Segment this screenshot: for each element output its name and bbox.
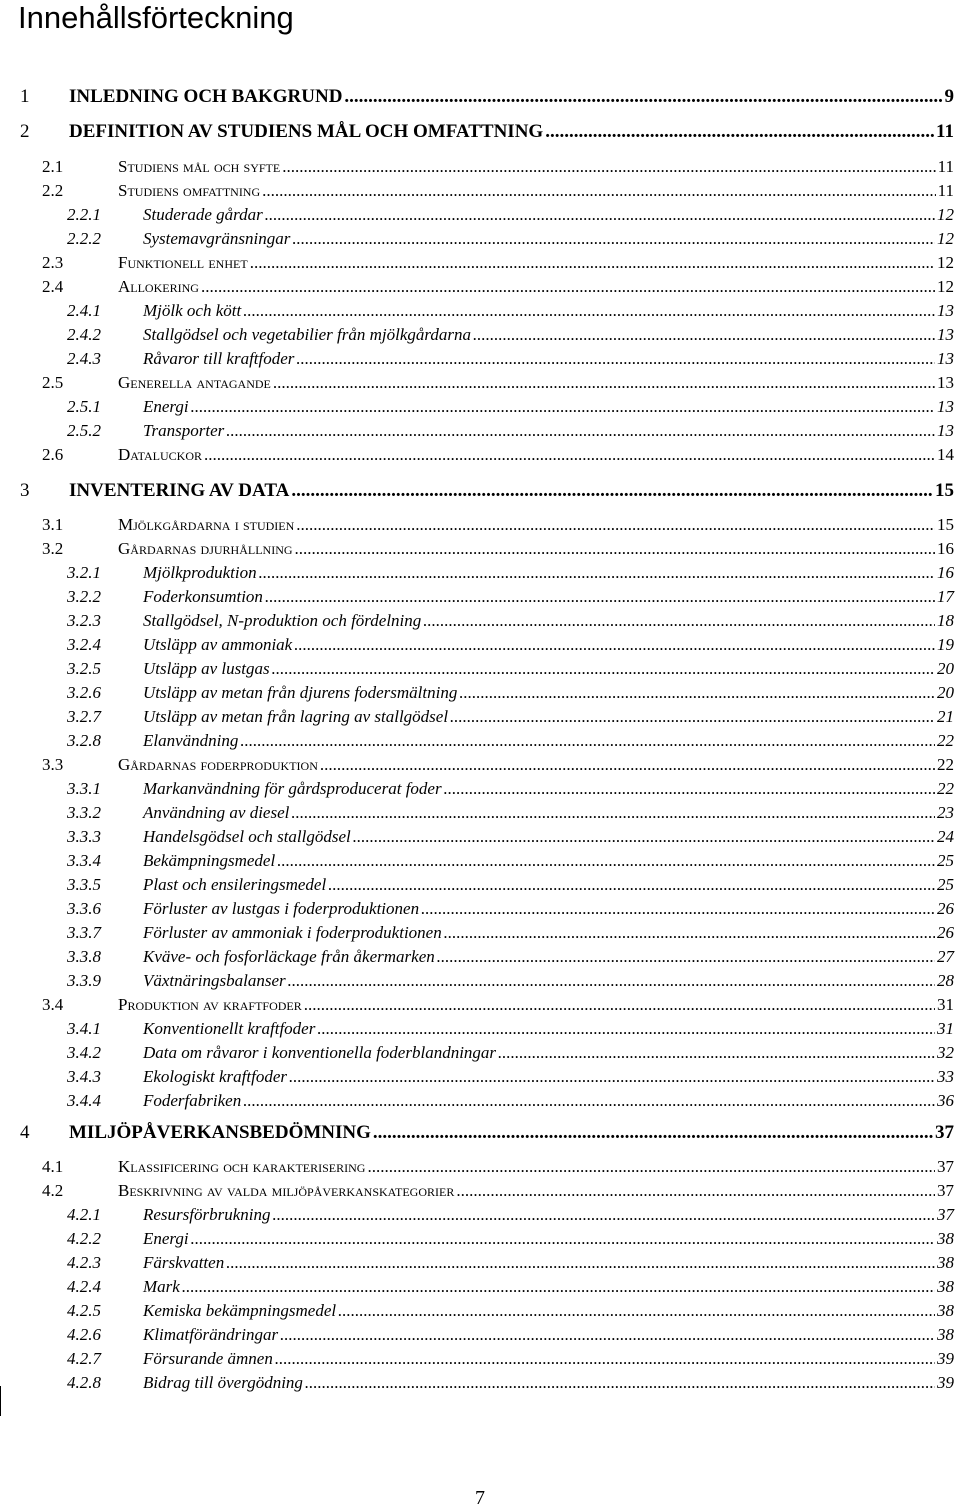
toc-dot-leader [243, 301, 935, 321]
toc-entry-page: 26 [937, 923, 954, 942]
toc-entry[interactable] [0, 1301, 960, 1323]
toc-entry-title: Klimatförändringar [143, 1325, 279, 1344]
toc-dot-leader [473, 325, 935, 345]
toc-entry-title: Mark [143, 1277, 180, 1296]
toc-dot-leader [444, 779, 935, 799]
toc-dot-leader [545, 121, 934, 143]
toc-dot-leader [444, 923, 935, 943]
toc-entry[interactable] [0, 659, 960, 681]
toc-entry-number: 3.2.3 [67, 611, 101, 630]
toc-entry-title: DEFINITION AV STUDIENS MÅL OCH OMFATTNING [69, 121, 544, 142]
toc-entry-title: Resursförbrukning [143, 1205, 271, 1224]
toc-dot-leader [459, 683, 935, 703]
toc-entry-number: 3.3 [42, 755, 64, 774]
toc-entry-page: 25 [937, 875, 954, 894]
toc-entry-page: 28 [937, 971, 954, 990]
toc-entry-title: Markanvändning för gårdsproducerat foder [143, 779, 442, 798]
toc-dot-leader [498, 1043, 935, 1063]
toc-entry[interactable] [0, 1019, 960, 1041]
toc-entry-number: 3.2.6 [67, 683, 101, 702]
toc-entry-page: 18 [937, 611, 954, 630]
toc-entry[interactable] [0, 1122, 960, 1146]
toc-entry-number: 2.4.3 [67, 349, 101, 368]
toc-entry-page: 15 [937, 515, 954, 534]
toc-entry-page: 22 [937, 755, 954, 774]
toc-entry[interactable] [0, 445, 960, 467]
toc-entry[interactable] [0, 86, 960, 110]
toc-entry-title: Konventionellt kraftfoder [143, 1019, 316, 1038]
toc-entry-number: 2 [20, 121, 30, 142]
toc-entry-number: 3.2.2 [67, 587, 101, 606]
toc-entry-page: 33 [937, 1067, 954, 1086]
toc-dot-leader [275, 1349, 935, 1369]
toc-entry[interactable] [0, 563, 960, 585]
toc-entry[interactable] [0, 587, 960, 609]
toc-dot-leader [280, 1325, 935, 1345]
toc-dot-leader [291, 480, 933, 502]
toc-entry-number: 3.3.8 [67, 947, 101, 966]
toc-entry-title: MILJÖPÅVERKANSBEDÖMNING [69, 1122, 371, 1143]
toc-entry[interactable] [0, 923, 960, 945]
toc-dot-leader [288, 971, 935, 991]
toc-entry-title: Studerade gårdar [143, 205, 263, 224]
toc-entry[interactable] [0, 277, 960, 299]
toc-entry-title: Gårdarnas foderproduktion [118, 755, 318, 774]
toc-entry-title: Mjölkproduktion [143, 563, 257, 582]
toc-entry-number: 4.2.3 [67, 1253, 101, 1272]
toc-entry-page: 31 [937, 1019, 954, 1038]
toc-entry[interactable] [0, 397, 960, 419]
toc-entry[interactable] [0, 253, 960, 275]
toc-dot-leader [265, 587, 935, 607]
toc-dot-leader [277, 851, 935, 871]
toc-entry[interactable] [0, 611, 960, 633]
toc-entry-title: Transporter [143, 421, 225, 440]
page-number: 7 [475, 1487, 485, 1509]
toc-entry-title: Elanvändning [143, 731, 239, 750]
toc-entry-title: Data om råvaror i konventionella foderblandningar [143, 1043, 497, 1062]
toc-entry-page: 25 [937, 851, 954, 870]
toc-entry-title: Mjölk och kött [143, 301, 242, 320]
toc-entry-title: Funktionell enhet [118, 253, 248, 272]
toc-entry-title: Stallgödsel, N-produktion och fördelning [143, 611, 422, 630]
toc-entry-title: Bidrag till övergödning [143, 1373, 303, 1392]
toc-entry-number: 4 [20, 1122, 30, 1143]
toc-dot-leader [201, 277, 935, 297]
toc-entry-page: 11 [936, 121, 954, 142]
toc-entry-number: 2.4 [42, 277, 64, 296]
toc-entry-page: 13 [937, 421, 954, 440]
toc-entry-title: INLEDNING OCH BAKGRUND [69, 86, 343, 107]
toc-dot-leader [273, 373, 935, 393]
toc-entry[interactable] [0, 1067, 960, 1089]
toc-entry[interactable] [0, 947, 960, 969]
toc-dot-leader [373, 1122, 933, 1144]
toc-entry[interactable] [0, 851, 960, 873]
toc-dot-leader [292, 229, 935, 249]
toc-dot-leader [338, 1301, 935, 1321]
toc-dot-leader [182, 1277, 935, 1297]
toc-dot-leader [450, 707, 935, 727]
toc-entry-page: 12 [937, 253, 954, 272]
toc-entry-page: 31 [937, 995, 954, 1014]
toc-entry-page: 21 [937, 707, 954, 726]
toc-entry-number: 2.4.2 [67, 325, 101, 344]
toc-entry-page: 13 [937, 349, 954, 368]
toc-entry-page: 11 [937, 157, 954, 176]
toc-entry-number: 3.2.5 [67, 659, 101, 678]
toc-entry[interactable] [0, 1205, 960, 1227]
toc-entry-number: 3.3.7 [67, 923, 101, 942]
toc-dot-leader [226, 421, 935, 441]
toc-dot-leader [344, 86, 942, 108]
toc-entry-number: 4.2.8 [67, 1373, 101, 1392]
toc-entry-title: Utsläpp av metan från lagring av stallgödsel [143, 707, 449, 726]
toc-entry-number: 4.2.2 [67, 1229, 101, 1248]
toc-entry-number: 3.3.6 [67, 899, 101, 918]
toc-dot-leader [328, 875, 935, 895]
toc-dot-leader [353, 827, 935, 847]
toc-entry-number: 3.4.4 [67, 1091, 101, 1110]
toc-entry-title: Utsläpp av ammoniak [143, 635, 293, 654]
toc-entry[interactable] [0, 515, 960, 537]
toc-entry-page: 14 [937, 445, 954, 464]
toc-entry-number: 2.5.1 [67, 397, 101, 416]
toc-entry-page: 22 [937, 731, 954, 750]
toc-entry-number: 3.3.5 [67, 875, 101, 894]
toc-entry-page: 13 [937, 325, 954, 344]
toc-dot-leader [273, 1205, 936, 1225]
toc-entry[interactable] [0, 121, 960, 145]
toc-entry[interactable] [0, 995, 960, 1017]
toc-entry-title: Generella antagande [118, 373, 271, 392]
toc-entry-page: 38 [937, 1277, 954, 1296]
toc-entry-title: Växtnäringsbalanser [143, 971, 286, 990]
toc-entry-number: 2.2 [42, 181, 64, 200]
toc-entry-page: 20 [937, 683, 954, 702]
toc-dot-leader [291, 803, 935, 823]
toc-entry[interactable] [0, 683, 960, 705]
toc-entry-number: 2.6 [42, 445, 64, 464]
toc-dot-leader [265, 205, 935, 225]
toc-entry-number: 4.2.7 [67, 1349, 101, 1368]
toc-entry[interactable] [0, 181, 960, 203]
toc-entry[interactable] [0, 301, 960, 323]
toc-entry-page: 39 [937, 1373, 954, 1392]
toc-entry-title: Klassificering och karakterisering [118, 1157, 366, 1176]
toc-entry-number: 4.2.5 [67, 1301, 101, 1320]
toc-dot-leader [421, 899, 935, 919]
toc-entry-title: Ekologiskt kraftfoder [143, 1067, 288, 1086]
toc-entry[interactable] [0, 325, 960, 347]
toc-entry-page: 16 [937, 539, 954, 558]
toc-entry-number: 3.2 [42, 539, 64, 558]
toc-entry-page: 22 [937, 779, 954, 798]
toc-entry-number: 2.5 [42, 373, 64, 392]
toc-entry-title: Foderkonsumtion [143, 587, 263, 606]
toc-entry-title: Handelsgödsel och stallgödsel [143, 827, 351, 846]
toc-entry[interactable] [0, 1091, 960, 1113]
toc-entry-page: 38 [937, 1301, 954, 1320]
toc-entry-title: Dataluckor [118, 445, 202, 464]
toc-dot-leader [240, 731, 935, 751]
toc-entry-title: Stallgödsel och vegetabilier från mjölkgårdarna [143, 325, 471, 344]
toc-dot-leader [367, 1157, 935, 1177]
toc-entry[interactable] [0, 1349, 960, 1371]
toc-entry[interactable] [0, 779, 960, 801]
toc-entry-number: 3.2.4 [67, 635, 101, 654]
toc-entry-title: Råvaror till kraftfoder [143, 349, 295, 368]
toc-entry-number: 3.3.9 [67, 971, 101, 990]
toc-entry-title: Kväve- och fosforläckage från åkermarken [143, 947, 435, 966]
toc-entry-page: 19 [937, 635, 954, 654]
toc-entry-page: 9 [944, 86, 954, 107]
toc-entry[interactable] [0, 1373, 960, 1395]
toc-entry-page: 23 [937, 803, 954, 822]
toc-entry[interactable] [0, 899, 960, 921]
toc-entry-title: Förluster av lustgas i foderproduktionen [143, 899, 420, 918]
toc-dot-leader [226, 1253, 935, 1273]
toc-dot-leader [204, 445, 935, 465]
toc-entry-number: 2.5.2 [67, 421, 101, 440]
toc-dot-leader [305, 1373, 935, 1393]
toc-entry-page: 15 [935, 480, 954, 501]
toc-entry-title: INVENTERING AV DATA [69, 480, 290, 501]
toc-entry[interactable] [0, 635, 960, 657]
toc-entry[interactable] [0, 229, 960, 251]
toc-entry-page: 12 [937, 229, 954, 248]
toc-entry-number: 3.3.1 [67, 779, 101, 798]
toc-entry-page: 38 [937, 1253, 954, 1272]
toc-entry-page: 13 [937, 301, 954, 320]
toc-entry[interactable] [0, 1325, 960, 1347]
toc-entry-number: 3.4.2 [67, 1043, 101, 1062]
toc-entry[interactable] [0, 480, 960, 504]
toc-entry-title: Foderfabriken [143, 1091, 242, 1110]
toc-entry-title: Kemiska bekämpningsmedel [143, 1301, 337, 1320]
toc-entry-title: Utsläpp av lustgas [143, 659, 270, 678]
toc-entry-title: Förluster av ammoniak i foderproduktionen [143, 923, 442, 942]
toc-entry[interactable] [0, 971, 960, 993]
toc-dot-leader [191, 397, 935, 417]
toc-entry-number: 4.1 [42, 1157, 64, 1176]
toc-dot-leader [191, 1229, 935, 1249]
toc-entry-number: 4.2.1 [67, 1205, 101, 1224]
toc-entry-page: 39 [937, 1349, 954, 1368]
change-bar [0, 1386, 1, 1416]
toc-entry-page: 37 [935, 1122, 954, 1143]
toc-entry[interactable] [0, 421, 960, 443]
toc-entry-page: 12 [937, 277, 954, 296]
toc-dot-leader [282, 157, 935, 177]
toc-entry[interactable] [0, 803, 960, 825]
toc-entry-page: 37 [937, 1181, 954, 1200]
toc-entry-number: 4.2.4 [67, 1277, 101, 1296]
toc-entry[interactable] [0, 1043, 960, 1065]
toc-entry-page: 11 [937, 181, 954, 200]
toc-entry-page: 32 [937, 1043, 954, 1062]
toc-entry-page: 17 [937, 587, 954, 606]
toc-entry[interactable] [0, 731, 960, 753]
toc-dot-leader [317, 1019, 935, 1039]
toc-entry-title: Studiens mål och syfte [118, 157, 281, 176]
toc-entry-number: 2.2.1 [67, 205, 101, 224]
toc-dot-leader [262, 181, 935, 201]
toc-entry-number: 3.4.1 [67, 1019, 101, 1038]
toc-entry-title: Energi [143, 1229, 189, 1248]
toc-entry-page: 38 [937, 1325, 954, 1344]
toc-entry-number: 3.4 [42, 995, 64, 1014]
toc-entry[interactable] [0, 373, 960, 395]
toc-entry[interactable] [0, 1277, 960, 1299]
toc-dot-leader [296, 349, 935, 369]
toc-entry[interactable] [0, 1157, 960, 1179]
toc-entry-number: 3.2.7 [67, 707, 101, 726]
toc-entry-page: 27 [937, 947, 954, 966]
toc-entry-number: 2.1 [42, 157, 64, 176]
toc-dot-leader [250, 253, 935, 273]
toc-entry[interactable] [0, 349, 960, 371]
toc-entry-title: Färskvatten [143, 1253, 225, 1272]
toc-entry[interactable] [0, 205, 960, 227]
toc-entry-number: 2.2.2 [67, 229, 101, 248]
toc-entry-page: 16 [937, 563, 954, 582]
toc-entry-page: 37 [937, 1157, 954, 1176]
toc-entry-title: Användning av diesel [143, 803, 290, 822]
toc-entry-page: 36 [937, 1091, 954, 1110]
toc-dot-leader [296, 515, 935, 535]
toc-entry-number: 2.4.1 [67, 301, 101, 320]
toc-entry-title: Systemavgränsningar [143, 229, 291, 248]
toc-entry-page: 24 [937, 827, 954, 846]
toc-entry-title: Energi [143, 397, 189, 416]
toc-entry-number: 4.2 [42, 1181, 64, 1200]
toc-entry[interactable] [0, 1181, 960, 1203]
toc-entry-number: 3.3.3 [67, 827, 101, 846]
toc-dot-leader [272, 659, 935, 679]
toc-entry[interactable] [0, 1253, 960, 1275]
toc-entry-page: 26 [937, 899, 954, 918]
toc-entry-page: 38 [937, 1229, 954, 1248]
toc-dot-leader [289, 1067, 935, 1087]
toc-entry-title: Plast och ensileringsmedel [143, 875, 327, 894]
toc-entry-number: 2.3 [42, 253, 64, 272]
toc-entry-page: 37 [937, 1205, 954, 1224]
toc-entry-title: Mjölkgårdarna i studien [118, 515, 295, 534]
toc-entry-number: 3.3.2 [67, 803, 101, 822]
toc-dot-leader [437, 947, 935, 967]
page-title: Innehållsförteckning [18, 0, 294, 35]
toc-entry-title: Studiens omfattning [118, 181, 261, 200]
toc-entry-page: 20 [937, 659, 954, 678]
toc-dot-leader [304, 995, 935, 1015]
toc-entry[interactable] [0, 875, 960, 897]
toc-entry[interactable] [0, 827, 960, 849]
toc-dot-leader [294, 635, 935, 655]
toc-dot-leader [295, 539, 935, 559]
toc-entry-title: Utsläpp av metan från djurens fodersmältning [143, 683, 458, 702]
toc-entry-number: 4.2.6 [67, 1325, 101, 1344]
toc-entry-number: 3.2.8 [67, 731, 101, 750]
toc-dot-leader [243, 1091, 935, 1111]
toc-entry-page: 13 [937, 373, 954, 392]
toc-entry[interactable] [0, 755, 960, 777]
toc-entry[interactable] [0, 539, 960, 561]
toc-dot-leader [259, 563, 935, 583]
toc-entry-number: 3.1 [42, 515, 64, 534]
toc-entry-title: Försurande ämnen [143, 1349, 273, 1368]
toc-entry-page: 13 [937, 397, 954, 416]
toc-dot-leader [423, 611, 935, 631]
toc-entry-number: 3.2.1 [67, 563, 101, 582]
toc-entry-title: Allokering [118, 277, 199, 296]
toc-entry-number: 3 [20, 480, 30, 501]
toc-entry-page: 12 [937, 205, 954, 224]
toc-entry-number: 3.4.3 [67, 1067, 101, 1086]
toc-entry-number: 3.3.4 [67, 851, 101, 870]
toc-entry[interactable] [0, 1229, 960, 1251]
toc-entry-number: 1 [20, 86, 30, 107]
toc-entry-title: Gårdarnas djurhållning [118, 539, 293, 558]
toc-entry-title: Beskrivning av valda miljöpåverkanskategorier [118, 1181, 455, 1200]
toc-dot-leader [320, 755, 935, 775]
toc-dot-leader [456, 1181, 935, 1201]
toc-entry[interactable] [0, 157, 960, 179]
toc-entry[interactable] [0, 707, 960, 729]
toc-entry-title: Produktion av kraftfoder [118, 995, 302, 1014]
toc-entry-title: Bekämpningsmedel [143, 851, 276, 870]
